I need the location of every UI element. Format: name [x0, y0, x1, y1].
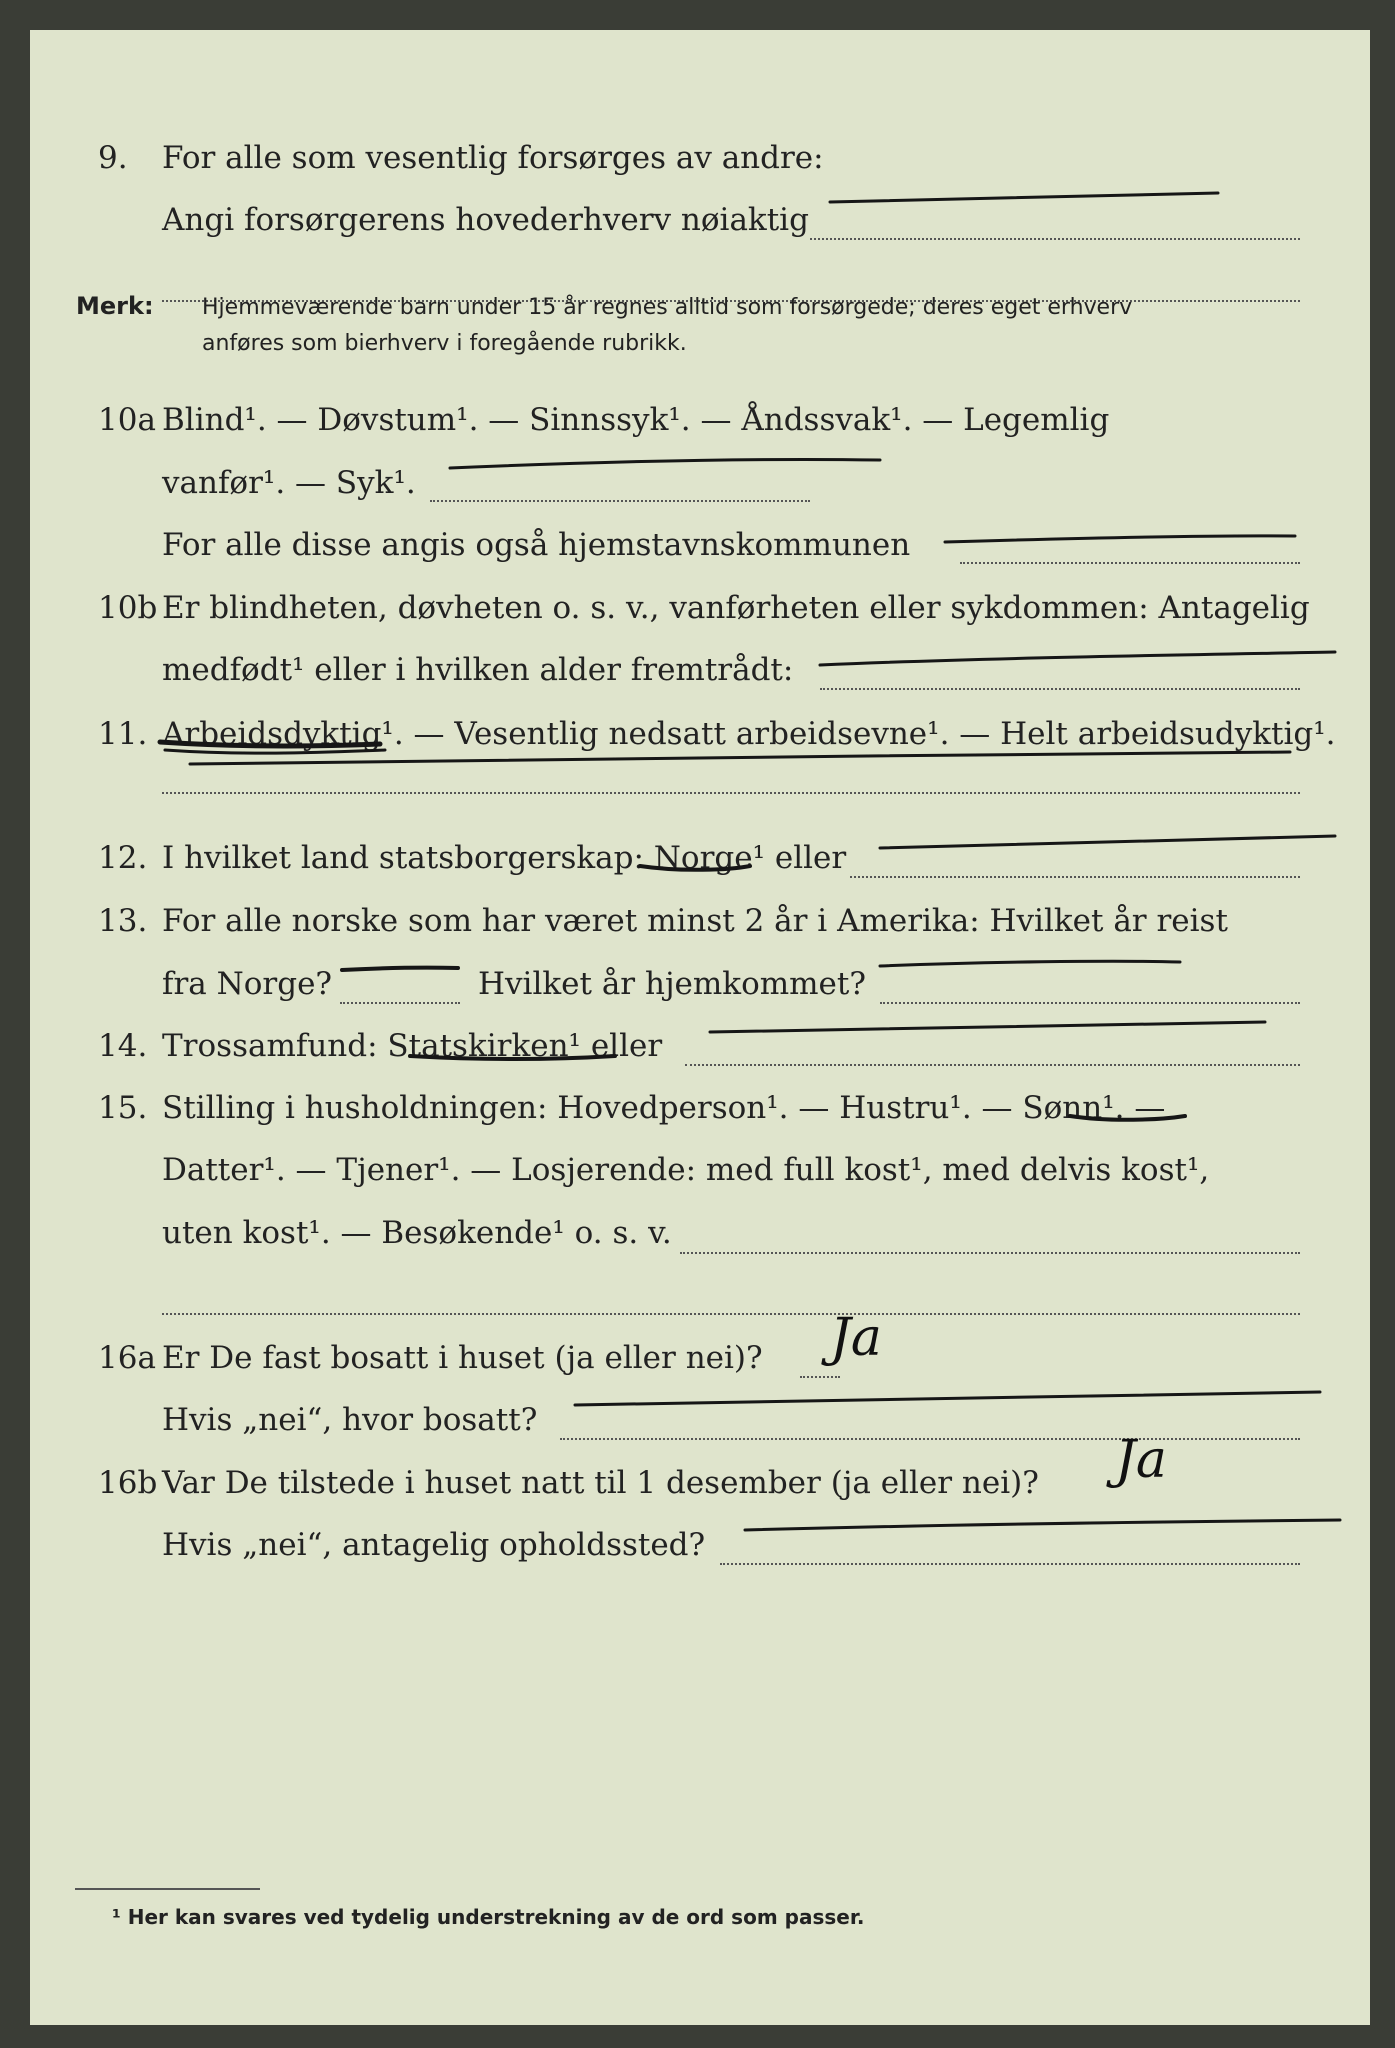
item-10b-number: 10b [98, 590, 158, 626]
item-11-number: 11. [98, 716, 148, 752]
merk-note-line-2: anføres som bierhverv i foregående rubrikk. [202, 331, 687, 356]
handwritten-answer-16a: Ja [830, 1308, 882, 1368]
pen-stroke [575, 1392, 1320, 1405]
item-12-line-1: I hvilket land statsborgerskap: Norge¹ eller [162, 840, 847, 876]
underline-arbeidsdyktig [165, 750, 385, 753]
item-13-left-norway: fra Norge? [162, 966, 333, 1002]
item-14-line-1: Trossamfund: Statskirken¹ eller [162, 1028, 663, 1064]
pen-stroke [945, 536, 1295, 542]
merk-label: Merk: [76, 292, 154, 320]
item-10a-line-1: Blind¹. — Døvstum¹. — Sinnssyk¹. — Åndssvak¹. — Legemlig [162, 402, 1110, 438]
item-10b-line-1: Er blindheten, døvheten o. s. v., vanførheten eller sykdommen: Antagelig [162, 590, 1310, 626]
item-13-line-1: For alle norske som har været minst 2 år i Amerika: Hvilket år reist [162, 903, 1228, 939]
pen-stroke [880, 961, 1180, 966]
item-10b-line-2: medfødt¹ eller i hvilken alder fremtrådt: [162, 652, 794, 688]
item-16b-line-1: Var De tilstede i huset natt til 1 desember (ja eller nei)? [162, 1465, 1039, 1501]
merk-note-line-1: Hjemmeværende barn under 15 år regnes alltid som forsørgede; deres eget erhverv [202, 295, 1133, 320]
pen-stroke [190, 752, 1290, 764]
footnote: ¹ Her kan svares ved tydelig understrekning av de ord som passer. [112, 1905, 865, 1929]
item-16a-line-2: Hvis „nei“, hvor bosatt? [162, 1402, 538, 1438]
pen-stroke [710, 1022, 1265, 1032]
item-13-number: 13. [98, 903, 148, 939]
underline-arbeidsdyktig [160, 742, 380, 746]
item-10a-line-3: For alle disse angis også hjemstavnskommunen [162, 527, 911, 563]
handwriting-strokes [30, 30, 1370, 2025]
pen-stroke [820, 652, 1335, 665]
underline-statskirken [410, 1056, 615, 1059]
item-14-number: 14. [98, 1028, 148, 1064]
item-10a-line-2: vanfør¹. — Syk¹. [162, 465, 416, 501]
item-9-provider-occupation: Angi forsørgerens hovederhverv nøiaktig [162, 202, 809, 238]
pen-stroke [880, 836, 1335, 848]
item-16a-line-1: Er De fast bosatt i huset (ja eller nei)? [162, 1340, 763, 1376]
item-12-number: 12. [98, 840, 148, 876]
item-16b-number: 16b [98, 1465, 158, 1501]
item-15-line-1: Stilling i husholdningen: Hovedperson¹. — Hustru¹. — Sønn¹. — [162, 1090, 1166, 1126]
pen-stroke [342, 968, 458, 970]
item-10a-number: 10a [98, 402, 156, 438]
item-9-question: For alle som vesentlig forsørges av andre: [162, 140, 824, 176]
underline-sonn [1070, 1116, 1185, 1120]
item-11-line-1: Arbeidsdyktig¹. — Vesentlig nedsatt arbeidsevne¹. — Helt arbeidsudyktig¹. [162, 716, 1336, 752]
item-13-returned-home: Hvilket år hjemkommet? [478, 966, 866, 1002]
handwritten-answer-16b: Ja [1115, 1430, 1167, 1490]
census-form-page [30, 30, 1370, 2025]
item-16b-line-2: Hvis „nei“, antagelig opholdssted? [162, 1527, 706, 1563]
item-16a-number: 16a [98, 1340, 156, 1376]
pen-stroke [830, 193, 1218, 202]
item-9-number: 9. [98, 140, 128, 176]
item-15-line-2: Datter¹. — Tjener¹. — Losjerende: med full kost¹, med delvis kost¹, [162, 1152, 1210, 1188]
pen-stroke [450, 459, 880, 468]
pen-stroke [745, 1520, 1340, 1530]
item-15-number: 15. [98, 1090, 148, 1126]
underline-norge [640, 866, 750, 870]
item-15-line-3: uten kost¹. — Besøkende¹ o. s. v. [162, 1215, 672, 1251]
